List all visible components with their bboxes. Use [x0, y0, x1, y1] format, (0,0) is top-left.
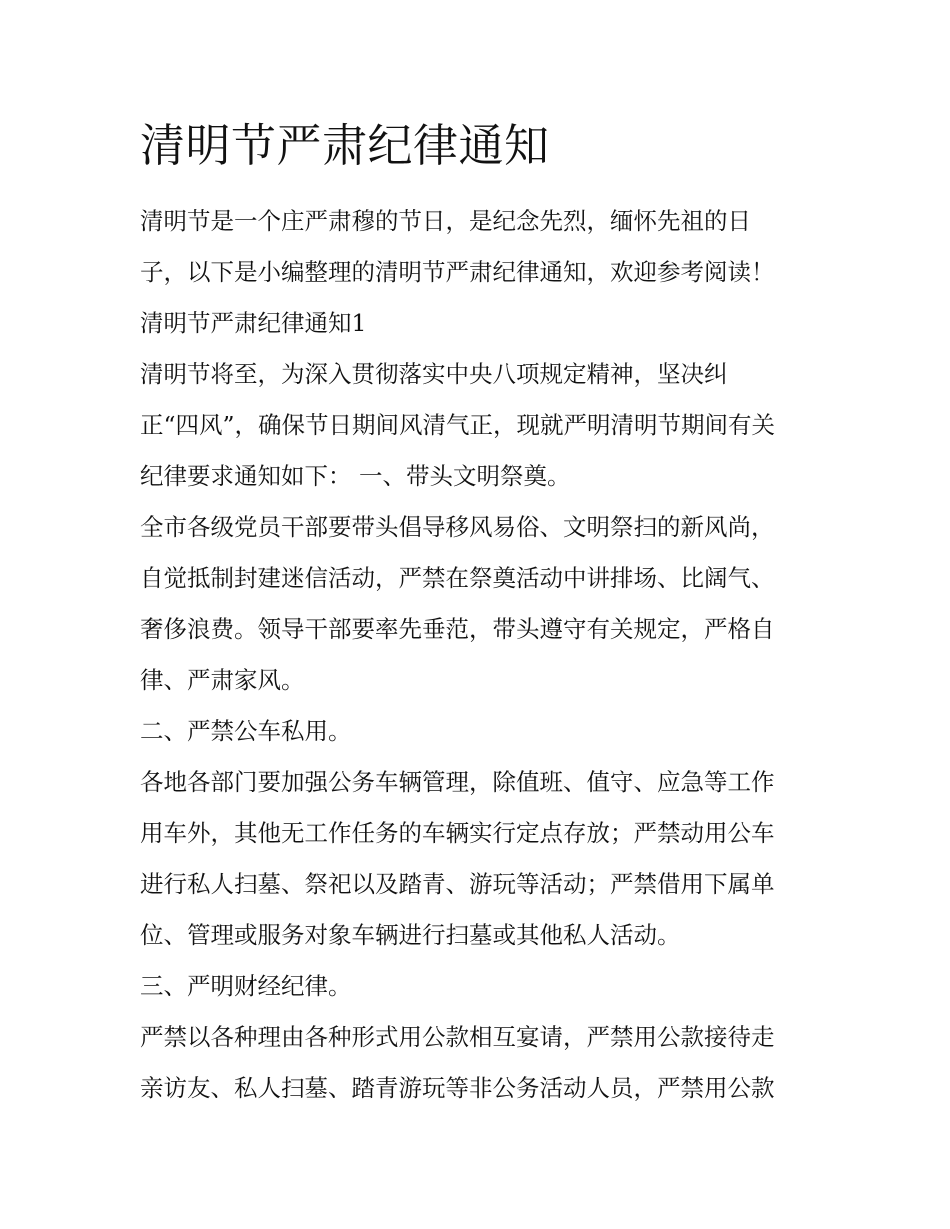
- document-body: [140, 196, 820, 1114]
- text-line: 正“四风”，确保节日期间风清气正，现就严明清明节期间有关: [140, 411, 776, 439]
- text-line: 奢侈浪费。领导干部要率先垂范，带头遵守有关规定，严格自: [140, 615, 775, 643]
- text-line: 子，以下是小编整理的清明节严肃纪律通知，欢迎参考阅读！: [140, 258, 775, 286]
- text-line: 自觉抵制封建迷信活动，严禁在祭奠活动中讲排场、比阔气、: [140, 564, 775, 592]
- text-line: 各地各部门要加强公务车辆管理，除值班、值守、应急等工作: [140, 768, 775, 796]
- text-line: 严禁以各种理由各种形式用公款相互宴请，严禁用公款接待走: [140, 1023, 775, 1051]
- text-line: 位、管理或服务对象车辆进行扫墓或其他私人活动。: [140, 921, 681, 949]
- text-line: 清明节将至，为深入贯彻落实中央八项规定精神，坚决纠: [140, 360, 728, 388]
- section-heading: 清明节严肃纪律通知1: [140, 309, 367, 337]
- document-content: [140, 118, 820, 1114]
- text-line: 清明节是一个庄严肃穆的节日，是纪念先烈，缅怀先祖的日: [140, 207, 751, 235]
- text-line: 进行私人扫墓、祭祀以及踏青、游玩等活动；严禁借用下属单: [140, 870, 775, 898]
- text-line: 用车外，其他无工作任务的车辆实行定点存放；严禁动用公车: [140, 819, 775, 847]
- text-line: 全市各级党员干部要带头倡导移风易俗、文明祭扫的新风尚，: [140, 513, 775, 541]
- text-line: 律、严肃家风。: [140, 666, 305, 694]
- text-line: 纪律要求通知如下： 一、带头文明祭奠。: [140, 462, 571, 490]
- section-heading: 三、严明财经纪律。: [140, 972, 352, 1000]
- text-line: 亲访友、私人扫墓、踏青游玩等非公务活动人员，严禁用公款: [140, 1074, 775, 1102]
- section-heading: 二、严禁公车私用。: [140, 717, 352, 745]
- document-title: 清明节严肃纪律通知: [140, 119, 550, 172]
